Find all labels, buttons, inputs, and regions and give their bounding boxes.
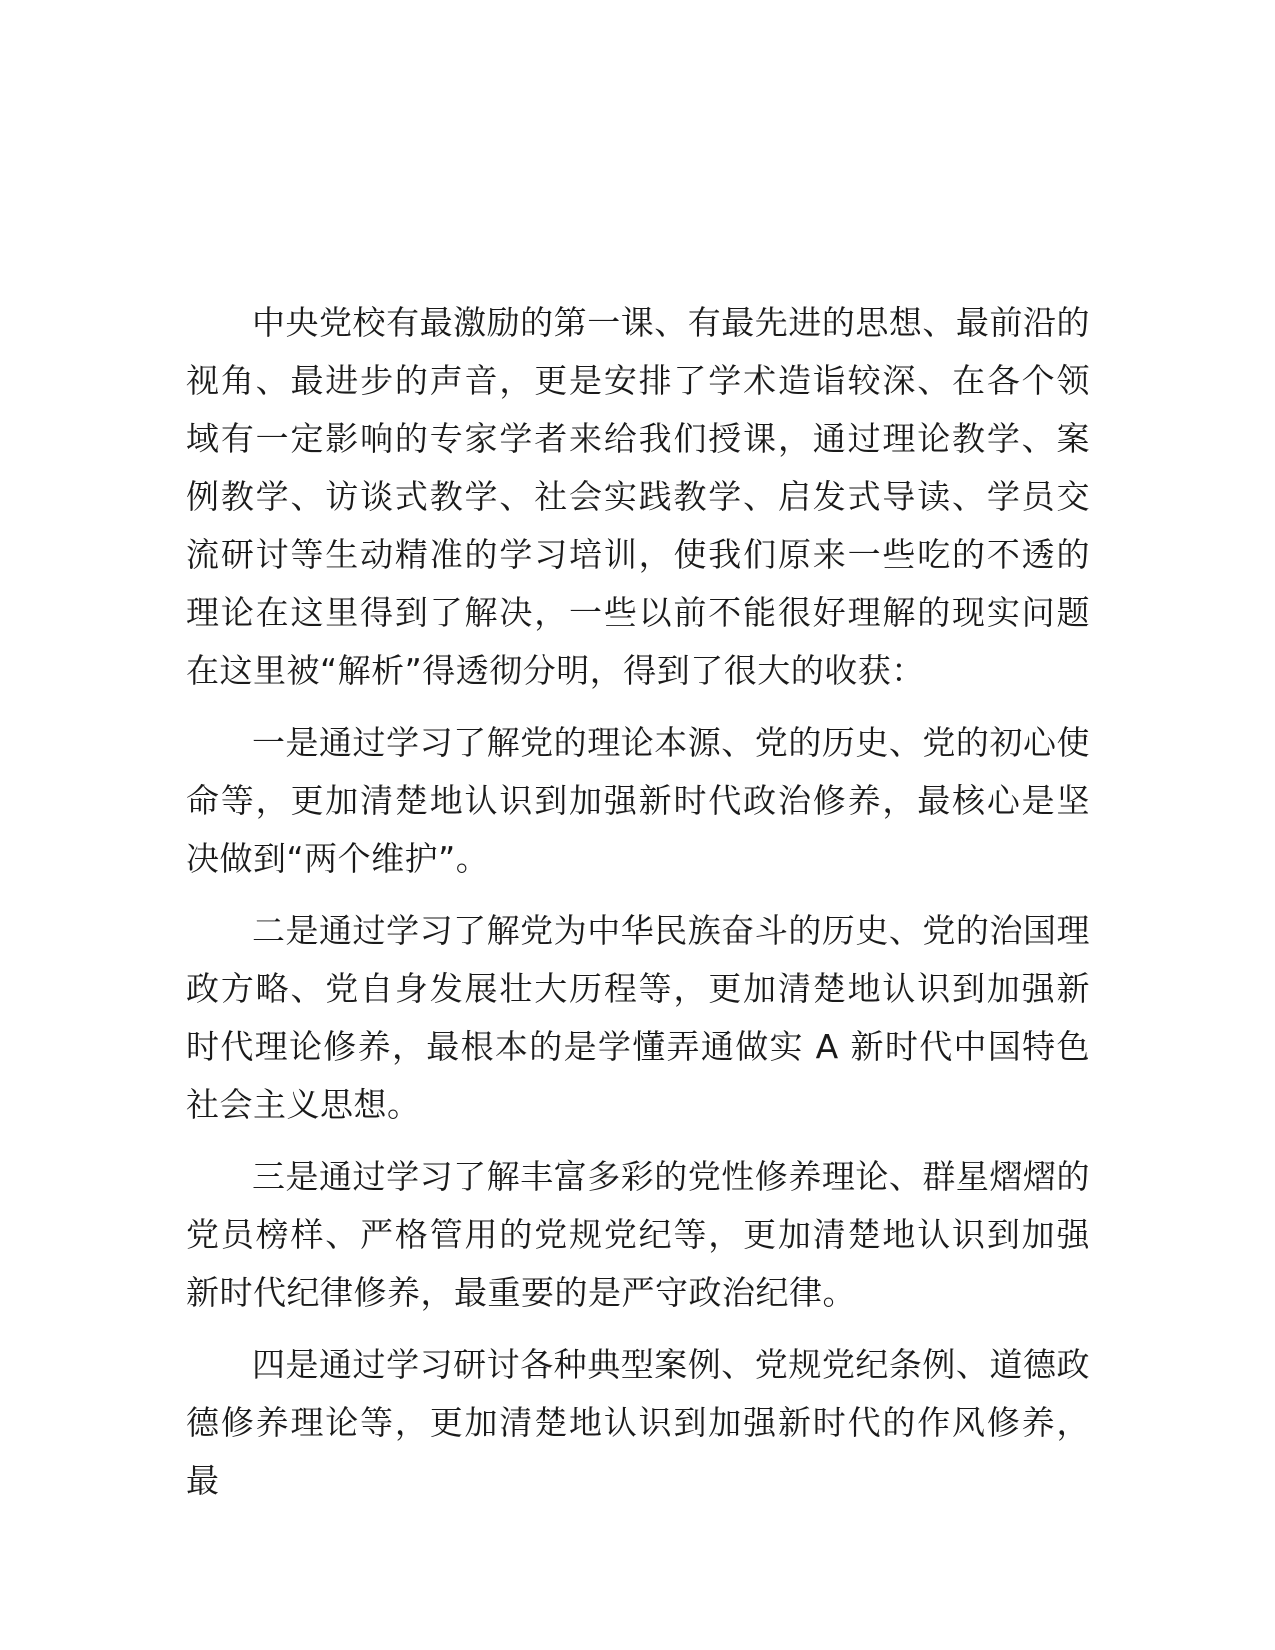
paragraph-point-three: 三是通过学习了解丰富多彩的党性修养理论、群星熠熠的党员榜样、严格管用的党规党纪等，更加清楚地认识到加强新时代纪律修养，最重要的是严守政治纪律。 xyxy=(186,1157,1090,1312)
paragraph-intro: 中央党校有最激励的第一课、有最先进的思想、最前沿的视角、最进步的声音，更是安排了学术造诣较深、在各个领域有一定影响的专家学者来给我们授课，通过理论教学、案例教学、访谈式教学、社会实践教学、启发式导读、学员交流研讨等生动精准的学习培训，使我们原来一些吃的不透的理论在这里得到了解决，一些以前不能很好理解的现实问题在这里被“解析”得透彻分明，得到了很大的收获： xyxy=(186,303,1090,690)
paragraph-point-four: 四是通过学习研讨各种典型案例、党规党纪条例、道德政德修养理论等，更加清楚地认识到加强新时代的作风修养，最 xyxy=(186,1345,1090,1500)
document-body xyxy=(186,294,1090,1510)
paragraph-point-one: 一是通过学习了解党的理论本源、党的历史、党的初心使命等，更加清楚地认识到加强新时代政治修养，最核心是坚决做到“两个维护”。 xyxy=(186,723,1090,878)
paragraph-point-two: 二是通过学习了解党为中华民族奋斗的历史、党的治国理政方略、党自身发展壮大历程等，更加清楚地认识到加强新时代理论修养，最根本的是学懂弄通做实 A 新时代中国特色社会主义思想。 xyxy=(186,911,1090,1124)
